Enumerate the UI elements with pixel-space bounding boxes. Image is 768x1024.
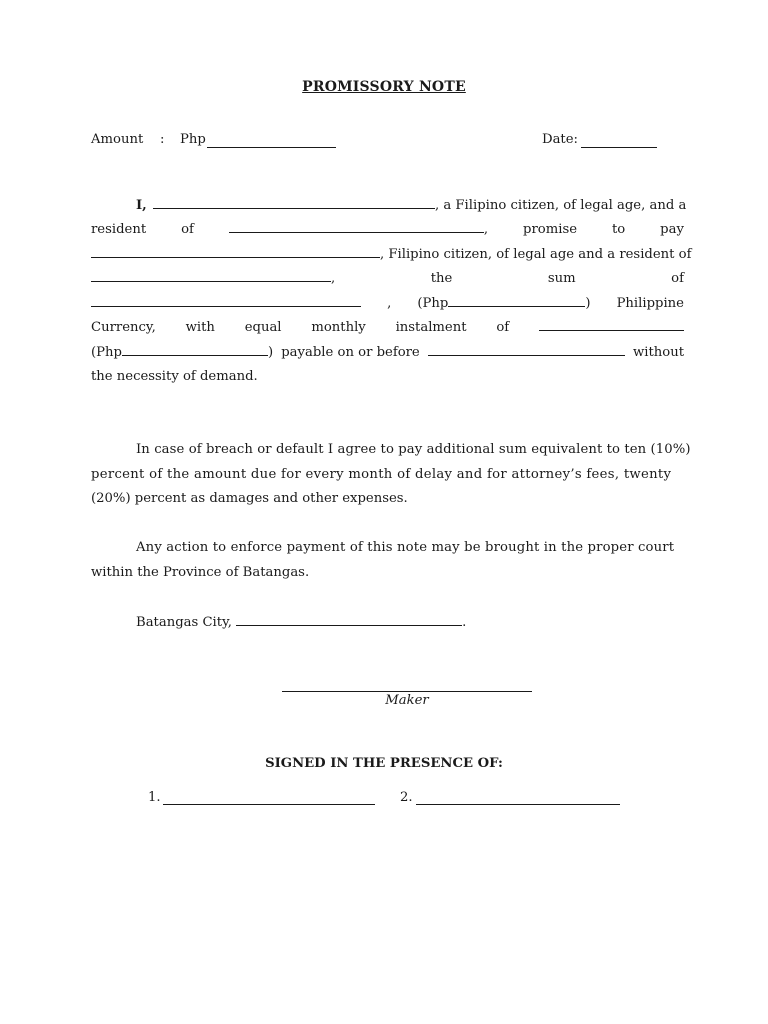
place-date-blank[interactable] [236,612,462,626]
amount-currency-prefix: Php [180,132,206,147]
p1-word-of: of [181,222,194,237]
witness-heading: SIGNED IN THE PRESENCE OF: [265,756,503,771]
p1-comma3: , [387,296,392,311]
p1-line-1 [91,195,687,215]
p1-word-pay: pay [660,222,684,237]
p1-php-open2: (Php [91,345,122,360]
due-date-blank[interactable] [428,342,625,356]
p1-word-of2: of [671,271,684,286]
witness-1-number: 1. [148,790,161,805]
p1-line-3 [91,244,692,264]
p1-line-5 [91,293,684,313]
p1-line-6 [91,317,684,337]
witness-1-signature-line[interactable] [163,804,375,805]
witness-2-number: 2. [400,790,413,805]
p2-line-1: In case of breach or default I agree to pay additional sum equivalent to ten (10%) [136,442,691,457]
amount-colon: : [160,132,165,147]
p1-word-resident: resident [91,222,147,237]
date-blank[interactable] [581,147,657,148]
p2-line-2: percent of the amount due for every month of delay and for attorney’s fees, twenty [91,467,672,482]
maker-signature-line[interactable] [282,691,532,692]
declarant-name-blank[interactable] [153,195,435,209]
p1-text-payable: payable on or before [281,345,420,360]
witness-2-signature-line[interactable] [416,804,620,805]
p1-php-open: (Php [417,296,449,311]
payee-name-blank[interactable] [91,244,380,258]
payee-address-blank[interactable] [91,268,331,282]
p1-word-the: the [430,271,453,286]
instalment-figures-blank[interactable] [122,342,268,356]
place-line [91,612,684,632]
p1-word-monthly: monthly [311,320,366,335]
declarant-address-blank[interactable] [229,219,484,233]
instalment-words-blank[interactable] [539,317,684,331]
p1-line-4 [91,268,684,288]
p1-word-equal: equal [244,320,282,335]
p1-word-sum: sum [547,271,576,286]
document-title: PROMISSORY NOTE [302,79,466,95]
p1-word-philippine: Philippine [616,296,684,311]
p1-text-filipino2: , Filipino citizen, of legal age and a resident of [380,247,692,262]
p1-word-to: to [611,222,626,237]
place-period: . [462,615,467,630]
p1-comma2: , [331,271,336,286]
p2-line-3: (20%) percent as damages and other expenses. [91,491,408,506]
p1-word-without: without [632,345,684,360]
p1-word-with: with [185,320,215,335]
p1-word-currency: Currency, [91,320,156,335]
p1-line-2 [91,219,684,239]
p1-line-7 [91,342,684,362]
date-label: Date: [542,132,578,147]
p1-word-i: I, [136,198,147,213]
p1-line-8: the necessity of demand. [91,369,258,384]
p1-comma: , [483,222,489,237]
amount-label: Amount [91,132,144,147]
p1-word-promise: promise [523,222,578,237]
place-label: Batangas City, [136,615,232,630]
p1-text-filipino: , a Filipino citizen, of legal age, and a [434,198,687,213]
maker-label: Maker [385,693,429,708]
p3-line-1: Any action to enforce payment of this note may be brought in the proper court [136,540,675,555]
sum-words-blank[interactable] [91,293,361,307]
p1-word-of3: of [496,320,510,335]
p1-word-instalment: instalment [395,320,467,335]
p1-php-close2: ) [267,345,274,360]
p3-line-2: within the Province of Batangas. [91,565,310,580]
sum-figures-blank[interactable] [448,293,585,307]
amount-blank[interactable] [207,147,336,148]
p1-php-close: ) [585,296,591,311]
